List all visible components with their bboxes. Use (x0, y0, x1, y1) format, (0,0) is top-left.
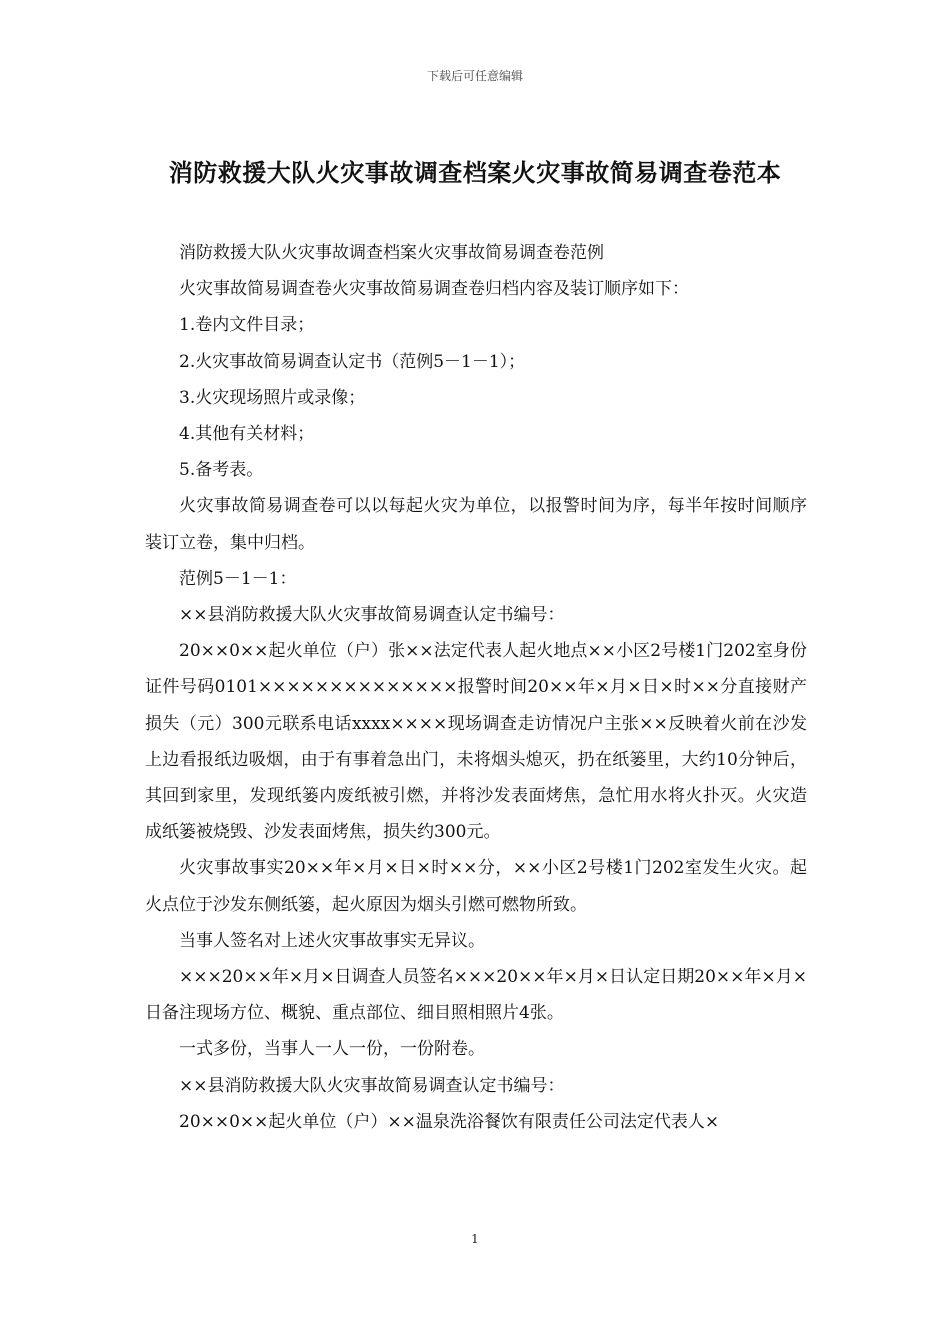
page-number: 1 (471, 1232, 479, 1246)
header-note: 下载后可任意编辑 (426, 69, 523, 83)
paragraph: 当事人签名对上述火灾事故事实无异议。 (179, 930, 485, 951)
paragraph: 火灾事故简易调查卷可以以每起火灾为单位，以报警时间为序，每半年按时间顺序装订立卷，集中归档。 (145, 496, 807, 553)
paragraph: 范例5－1－1： (179, 568, 297, 589)
paragraph: 20××0××起火单位（户）××温泉洗浴餐饮有限责任公司法定代表人× (179, 1111, 720, 1132)
paragraph: 火灾事故事实20××年×月×日×时××分，××小区2号楼1门202室发生火灾。起火点位于沙发东侧纸篓，起火原因为烟头引燃可燃物所致。 (145, 858, 807, 915)
list-item: 1.卷内文件目录； (179, 315, 315, 336)
paragraph: 火灾事故简易调查卷火灾事故简易调查卷归档内容及装订顺序如下： (179, 279, 689, 300)
paragraph: 20××0××起火单位（户）张××法定代表人起火地点××小区2号楼1门202室身份证件号码0101××××××××××××××报警时间20××年×月×日×时××分直接财产损失（元）300元联系电话xxxx××××现场调查走访情况户主张××反映着火前在沙发上边看报纸边吸烟，由于有事着急出门，未将烟头熄灭，扔在纸篓里，大约10分钟后，其回到家里，发现纸篓内废纸被引燃，并将沙发表面烤焦，急忙用水将火扑灭。火灾造成纸篓被烧毁、沙发表面烤焦，损失约300元。 (145, 641, 807, 843)
paragraph: ××县消防救援大队火灾事故简易调查认定书编号： (179, 1075, 565, 1096)
document-title: 消防救援大队火灾事故调查档案火灾事故简易调查卷范本 (168, 158, 782, 187)
list-item: 5.备考表。 (179, 460, 264, 481)
paragraph: ××县消防救援大队火灾事故简易调查认定书编号： (179, 605, 565, 626)
list-item: 2.火灾事故简易调查认定书（范例5－1－1）； (179, 351, 526, 372)
list-item: 4.其他有关材料； (179, 424, 315, 445)
paragraph: 消防救援大队火灾事故调查档案火灾事故简易调查卷范例 (179, 243, 604, 263)
paragraph: 一式多份，当事人一人一份，一份附卷。 (179, 1039, 485, 1060)
paragraph: ×××20××年×月×日调查人员签名×××20××年×月×日认定日期20××年×月×日备注现场方位、概貌、重点部位、细目照相照片4张。 (145, 967, 807, 1024)
document-body (145, 235, 807, 1140)
list-item: 3.火灾现场照片或录像； (179, 387, 366, 408)
